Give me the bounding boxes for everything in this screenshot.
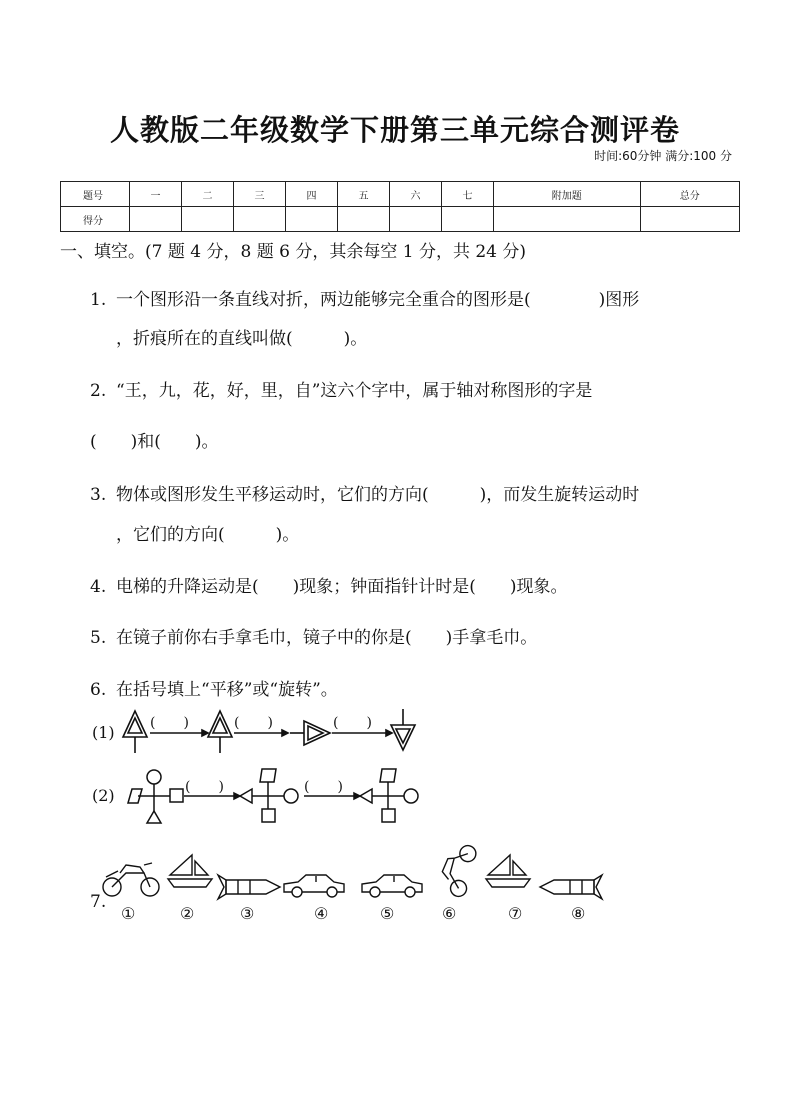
score-table-score-row bbox=[61, 207, 740, 232]
score-row-label: 得分 bbox=[61, 207, 130, 232]
score-cell[interactable] bbox=[286, 207, 338, 232]
flag-triangle-icon bbox=[128, 770, 183, 823]
score-table bbox=[60, 181, 740, 232]
score-cell[interactable] bbox=[182, 207, 234, 232]
figure-label: ⑧ bbox=[571, 904, 586, 923]
figure-label: ⑦ bbox=[508, 904, 523, 923]
score-cell[interactable] bbox=[640, 207, 739, 232]
car-icon bbox=[362, 875, 422, 897]
question-number: 7. bbox=[90, 892, 107, 912]
question-6 bbox=[90, 678, 338, 702]
question-text: 物体或图形发生平移运动时，它们的方向( )，而发生旋转运动时 bbox=[116, 485, 640, 505]
figure-label: ③ bbox=[240, 904, 255, 923]
score-header: 总分 bbox=[640, 182, 739, 207]
score-header: 题号 bbox=[61, 182, 130, 207]
triangle-arrow-icon bbox=[391, 709, 415, 750]
figure-label: ④ bbox=[314, 904, 329, 923]
sailboat-icon bbox=[168, 855, 212, 887]
section-heading: 一、填空。(7 题 4 分，8 题 6 分，其余每空 1 分，共 24 分) bbox=[60, 242, 527, 262]
question-3 bbox=[90, 483, 639, 507]
triangle-arrow-icon bbox=[208, 711, 232, 753]
triangle-arrow-icon bbox=[123, 711, 147, 753]
q6-part-label: (1) bbox=[92, 723, 115, 742]
question-number: 1. bbox=[90, 290, 107, 310]
score-header: 一 bbox=[130, 182, 182, 207]
question-text: “王，九，花，好，里，自”这六个字中，属于轴对称图形的字是 bbox=[116, 381, 593, 401]
flag-triangle-icon bbox=[360, 769, 418, 822]
motorcycle-icon bbox=[103, 863, 159, 896]
question-5 bbox=[90, 626, 537, 650]
motorcycle-icon bbox=[437, 841, 478, 898]
score-header: 五 bbox=[338, 182, 390, 207]
score-header: 附加题 bbox=[494, 182, 641, 207]
question-text: ( )和( )。 bbox=[90, 432, 219, 452]
question-1 bbox=[90, 288, 639, 312]
rocket-icon bbox=[218, 875, 280, 899]
question-text: 在镜子前你右手拿毛巾，镜子中的你是( )手拿毛巾。 bbox=[116, 628, 538, 648]
question-2 bbox=[90, 379, 592, 403]
score-header: 三 bbox=[234, 182, 286, 207]
answer-blank[interactable]: ( ) bbox=[234, 715, 273, 731]
question-text: 在括号填上“平移”或“旋转”。 bbox=[116, 680, 338, 700]
q6-part2-figure bbox=[122, 765, 422, 825]
q7-figure-row bbox=[100, 835, 610, 903]
figure-label: ⑤ bbox=[380, 904, 395, 923]
question-number: 5. bbox=[90, 628, 107, 648]
car-icon bbox=[284, 875, 344, 897]
score-header: 二 bbox=[182, 182, 234, 207]
exam-timing: 时间:60分钟 满分:100 分 bbox=[594, 149, 732, 163]
score-cell[interactable] bbox=[390, 207, 442, 232]
score-header: 七 bbox=[442, 182, 494, 207]
figure-label: ① bbox=[121, 904, 136, 923]
answer-blank[interactable]: ( ) bbox=[185, 779, 224, 795]
score-header: 四 bbox=[286, 182, 338, 207]
score-header: 六 bbox=[390, 182, 442, 207]
figure-label: ⑥ bbox=[442, 904, 457, 923]
rocket-icon bbox=[540, 875, 602, 899]
question-number: 2. bbox=[90, 381, 107, 401]
answer-blank[interactable]: ( ) bbox=[150, 715, 189, 731]
question-4 bbox=[90, 575, 568, 599]
score-cell[interactable] bbox=[442, 207, 494, 232]
question-text: 电梯的升降运动是( )现象；钟面指针计时是( )现象。 bbox=[116, 577, 568, 597]
q6-part-label: (2) bbox=[92, 786, 115, 805]
figure-label: ② bbox=[180, 904, 195, 923]
score-cell[interactable] bbox=[234, 207, 286, 232]
answer-blank[interactable]: ( ) bbox=[304, 779, 343, 795]
page-title: 人教版二年级数学下册第三单元综合测评卷 bbox=[109, 113, 680, 147]
question-text: 一个图形沿一条直线对折，两边能够完全重合的图形是( )图形 bbox=[116, 290, 640, 310]
question-text: ，折痕所在的直线叫做( )。 bbox=[116, 329, 368, 349]
flag-triangle-icon bbox=[240, 769, 298, 822]
question-number: 4. bbox=[90, 577, 107, 597]
question-text: ，它们的方向( )。 bbox=[116, 525, 300, 545]
answer-blank[interactable]: ( ) bbox=[333, 715, 372, 731]
sailboat-icon bbox=[486, 855, 530, 887]
question-number: 3. bbox=[90, 485, 107, 505]
score-cell[interactable] bbox=[338, 207, 390, 232]
triangle-arrow-icon bbox=[290, 721, 330, 745]
score-cell[interactable] bbox=[130, 207, 182, 232]
question-number: 6. bbox=[90, 680, 107, 700]
score-cell[interactable] bbox=[494, 207, 641, 232]
score-table-header-row bbox=[61, 182, 740, 207]
